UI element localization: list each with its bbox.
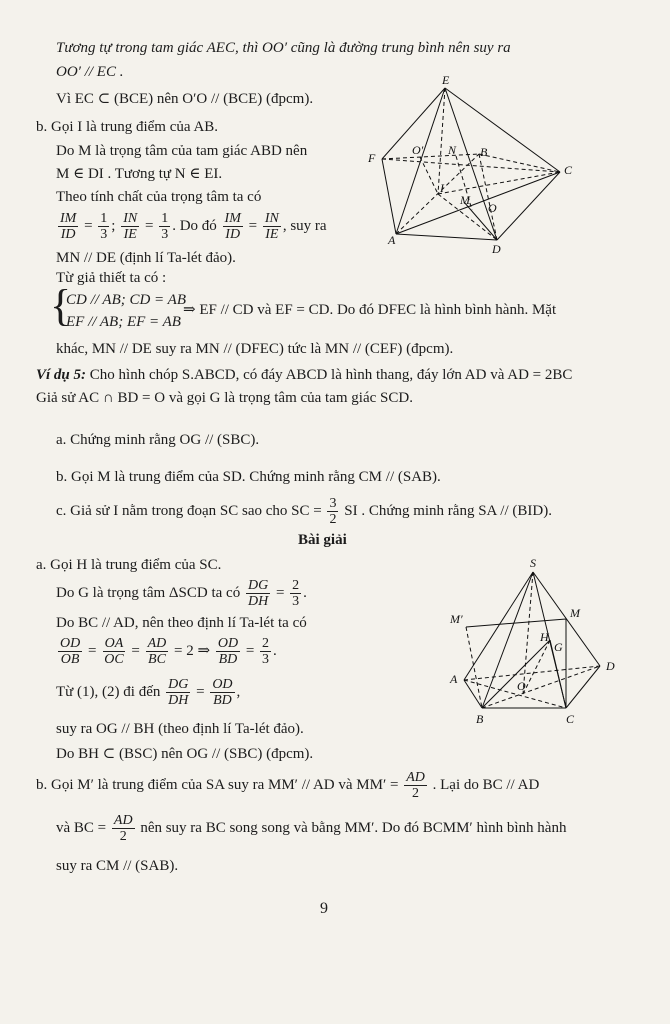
system-result: ⇒ EF // CD và EF = CD. Do đó DFEC là hình bình hành. Mặt	[183, 302, 557, 318]
solution-line-5: Từ (1), (2) đi đến $\frac{DG}{DH}$ = $\frac{OD}{BD}$ ,	[56, 677, 241, 709]
solution-line-2: Do G là trọng tâm ΔSCD ta có $\frac{DG}{DH}$ = $\frac{2}{3}$ .	[56, 578, 307, 610]
text-line-3: Vì EC ⊂ (BCE) nên O′O // (BCE) (đpcm).	[56, 91, 314, 107]
fig1-label-a: A	[388, 233, 396, 247]
system-eq-1: CD // AB; CD = AB	[66, 292, 186, 308]
solution-line-10: suy ra CM // (SAB).	[56, 858, 179, 874]
figure-1-solid	[360, 72, 590, 257]
question-b: b. Gọi M là trung điểm của SD. Chứng minh rằng CM // (SAB).	[56, 469, 441, 485]
text-line-5: Do M là trọng tâm của tam giác ABD nên	[56, 143, 308, 159]
fraction: $\frac{OA}{OC}$	[104, 636, 124, 668]
text-line-7: Theo tính chất của trọng tâm ta có	[56, 189, 262, 205]
fraction: $\frac{OD}{OB}$	[60, 636, 81, 668]
fraction: $\frac{IN}{IE}$	[264, 211, 279, 243]
fraction: $\frac{3}{2}$	[329, 496, 337, 528]
ratio-line: $\frac{IM}{ID}$ = $\frac{1}{3}$ ; $\frac{IN}{IE}$ = $\frac{1}{3}$ . Do đó $\frac{IM}{ID}$ = $\frac{IN}{IE}$ , suy ra	[60, 211, 327, 243]
text-line-10: Từ giả thiết ta có :	[56, 270, 167, 286]
fig1-label-e: E	[442, 73, 450, 87]
question-c: c. Giả sử I nằm trong đoạn SC sao cho SC = $\frac{3}{2}$ SI . Chứng minh rằng SA // (BID).	[56, 496, 552, 528]
fig1-label-d: D	[492, 242, 501, 256]
fraction: $\frac{1}{3}$	[161, 211, 169, 243]
fig1-label-b: B	[480, 145, 488, 159]
fraction: $\frac{1}{3}$	[100, 211, 108, 243]
system-eq-2: EF // AB; EF = AB	[66, 314, 181, 330]
fig1-label-m: M	[460, 193, 470, 207]
fraction: $\frac{2}{3}$	[292, 578, 300, 610]
fraction: $\frac{AD}{BC}$	[147, 636, 167, 668]
fraction: $\frac{OD}{BD}$	[217, 636, 239, 668]
page-number: 9	[320, 900, 328, 917]
solution-line-9: và BC = $\frac{AD}{2}$ nên suy ra BC song song và bằng MM′. Do đó BCMM′ hình bình hành	[56, 813, 567, 845]
figure-2-pyramid	[420, 555, 625, 730]
fig1-label-n: N	[448, 143, 457, 157]
text-line-9: MN // DE (định lí Ta-lét đảo).	[56, 250, 236, 266]
solution-heading: Bài giải	[298, 532, 347, 548]
fig2-label-a: A	[450, 672, 458, 686]
fig2-label-m: M	[570, 606, 580, 620]
fraction: $\frac{IM}{ID}$	[60, 211, 77, 243]
fraction: $\frac{2}{3}$	[262, 636, 270, 668]
solution-line-8: b. Gọi M′ là trung điểm của SA suy ra MM′ // AD và MM′ = $\frac{AD}{2}$ . Lại do BC // AD	[36, 770, 540, 802]
solution-line-7: Do BH ⊂ (BSC) nên OG // (SBC) (đpcm).	[56, 746, 314, 762]
fig2-label-h: H	[540, 630, 549, 644]
fraction: $\frac{DG}{DH}$	[247, 578, 269, 610]
fig2-label-o: O	[517, 679, 526, 693]
fig2-label-m-prime: M′	[450, 612, 463, 626]
fraction: $\frac{IN}{IE}$	[123, 211, 138, 243]
system-brace: {	[50, 281, 72, 330]
fig1-label-f: F	[368, 151, 376, 165]
text-line-12: Giả sử AC ∩ BD = O và gọi G là trọng tâm của tam giác SCD.	[36, 390, 413, 406]
fig2-label-g: G	[554, 640, 563, 654]
fraction: $\frac{OD}{BD}$	[212, 677, 233, 709]
solution-line-1: a. Gọi H là trung điểm của SC.	[36, 557, 222, 573]
solution-line-4: $\frac{OD}{OB}$ = $\frac{OA}{OC}$ = $\frac{AD}{BC}$ = 2 ⇒ $\frac{OD}{BD}$ = $\frac{2}{3}$ .	[60, 636, 277, 668]
text-line-6: M ∈ DI . Tương tự N ∈ EI.	[56, 166, 223, 182]
fig1-label-i: I	[440, 181, 444, 195]
question-a: a. Chứng minh rằng OG // (SBC).	[56, 432, 260, 448]
text-line-1: Tương tự trong tam giác AEC, thì OO′ cũng là đường trung bình nên suy ra	[56, 40, 511, 56]
text-line-11: khác, MN // DE suy ra MN // (DFEC) tức là MN // (CEF) (đpcm).	[56, 341, 454, 357]
example-5-statement: Ví dụ 5: Cho hình chóp S.ABCD, có đáy ABCD là hình thang, đáy lớn AD và AD = 2BC	[36, 367, 573, 383]
fig1-label-c: C	[564, 163, 573, 177]
fig2-label-d: D	[606, 659, 615, 673]
fig2-label-s: S	[530, 556, 536, 570]
fraction: $\frac{AD}{2}$	[113, 813, 133, 845]
text-line-4: b. Gọi I là trung điểm của AB.	[36, 119, 219, 135]
solution-line-3: Do BC // AD, nên theo định lí Ta-lét ta có	[56, 615, 307, 631]
fraction: $\frac{DG}{DH}$	[168, 677, 189, 709]
solution-line-6: suy ra OG // BH (theo định lí Ta-lét đảo).	[56, 721, 304, 737]
fig2-label-c: C	[566, 712, 575, 726]
fraction: $\frac{IM}{ID}$	[224, 211, 241, 243]
fraction: $\frac{AD}{2}$	[406, 770, 425, 802]
text-line-2: OO′ // EC .	[56, 64, 124, 80]
fig1-label-o-prime: O′	[412, 143, 424, 157]
fig1-label-o: O	[488, 201, 497, 215]
fig2-label-b: B	[476, 712, 484, 726]
